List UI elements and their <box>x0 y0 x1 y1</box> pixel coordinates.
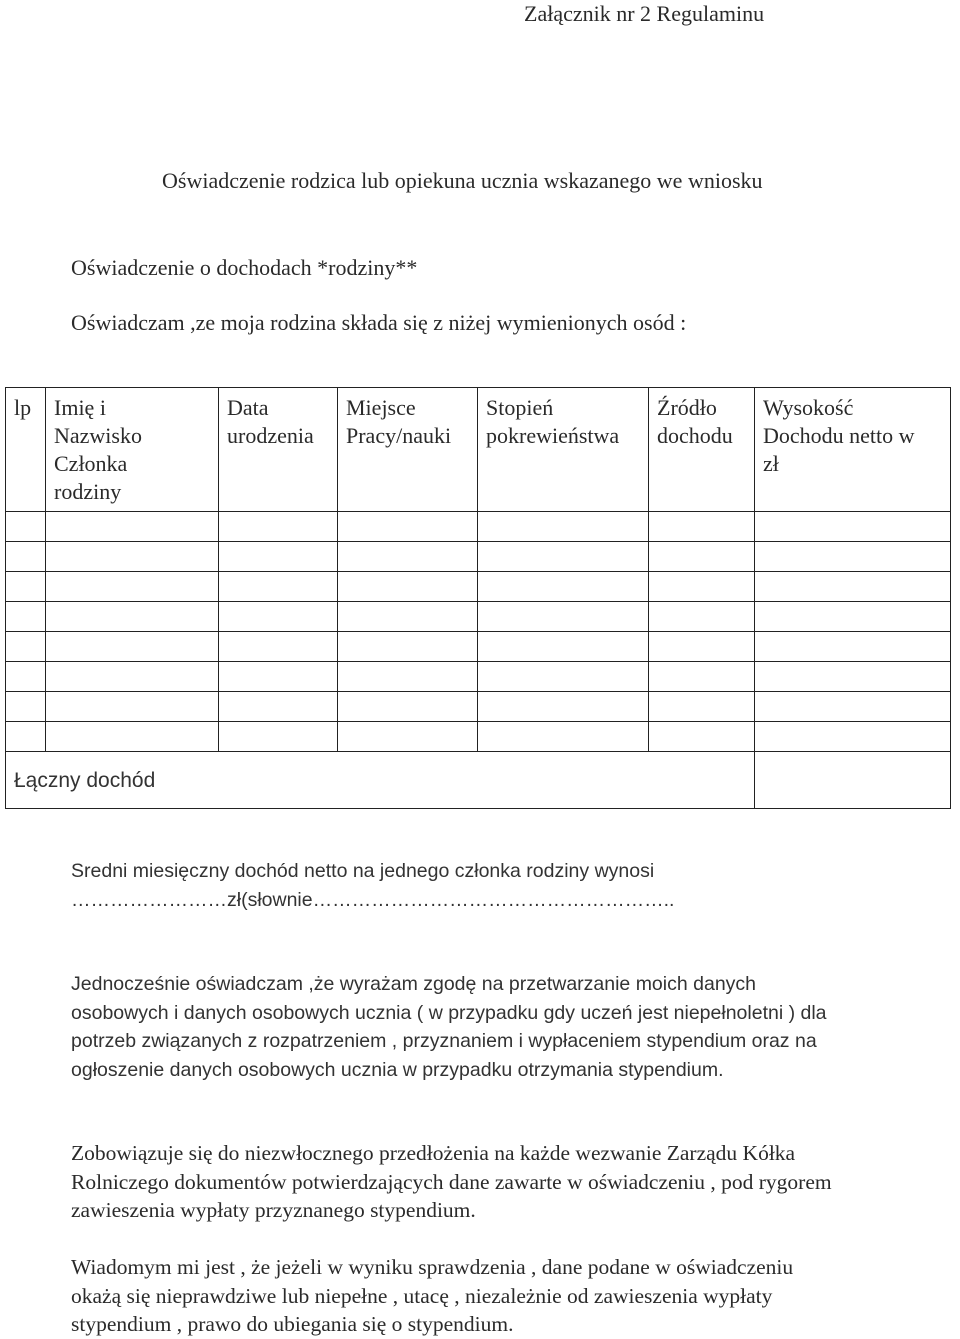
document-title: Oświadczenie rodzica lub opiekuna ucznia wskazanego we wniosku <box>162 168 763 193</box>
table-cell[interactable] <box>649 602 755 632</box>
consent-line: Jednocześnie oświadczam ,że wyrażam zgodę na przetwarzanie moich danych <box>71 973 757 995</box>
obligation-line: zawieszenia wypłaty przyznanego stypendium. <box>71 1198 476 1222</box>
family-statement: Oświadczam ,ze moja rodzina składa się z niżej wymienionych osód : <box>71 310 687 335</box>
table-cell[interactable] <box>478 632 649 662</box>
table-cell[interactable] <box>755 632 951 662</box>
average-income-words-line: ……………………zł(słownie……………………………………………….. <box>71 888 675 911</box>
col-header-lp: lp <box>6 388 46 512</box>
table-cell[interactable] <box>649 512 755 542</box>
table-cell[interactable] <box>46 722 219 752</box>
consent-line: potrzeb związanych z rozpatrzeniem , przyznaniem i wypłaceniem stypendium oraz na <box>71 1030 817 1052</box>
awareness-line: Wiadomym mi jest , że jeżeli w wyniku sprawdzenia , dane podane w oświadczeniu <box>71 1255 794 1279</box>
table-cell[interactable] <box>219 722 338 752</box>
table-row <box>6 692 951 722</box>
table-cell[interactable] <box>755 692 951 722</box>
table-cell[interactable] <box>219 662 338 692</box>
table-cell[interactable] <box>338 722 478 752</box>
table-cell[interactable] <box>478 692 649 722</box>
table-cell[interactable] <box>219 512 338 542</box>
table-cell[interactable] <box>338 572 478 602</box>
col-header-name: Imię i Nazwisko Członka rodziny <box>46 388 219 512</box>
table-cell[interactable] <box>219 632 338 662</box>
table-cell[interactable] <box>46 572 219 602</box>
table-cell[interactable] <box>219 542 338 572</box>
document-header: Załącznik nr 2 Regulaminu <box>524 1 765 26</box>
awareness-line: stypendium , prawo do ubiegania się o stypendium. <box>71 1312 514 1336</box>
table-row <box>6 572 951 602</box>
average-income-line: Sredni miesięczny dochód netto na jednego członka rodziny wynosi <box>71 860 655 882</box>
table-header-row <box>6 388 951 512</box>
table-cell[interactable] <box>649 572 755 602</box>
table-cell[interactable] <box>338 542 478 572</box>
table-cell[interactable] <box>755 722 951 752</box>
table-cell[interactable] <box>46 632 219 662</box>
table-cell[interactable] <box>46 512 219 542</box>
income-statement-heading: Oświadczenie o dochodach *rodziny** <box>71 255 418 280</box>
table-row <box>6 632 951 662</box>
table-cell[interactable] <box>649 662 755 692</box>
table-cell[interactable] <box>649 722 755 752</box>
table-cell[interactable] <box>338 662 478 692</box>
table-cell[interactable] <box>478 542 649 572</box>
total-income-label-cell <box>6 752 755 809</box>
col-header-relationship: Stopień pokrewieństwa <box>478 388 649 512</box>
table-cell[interactable] <box>6 662 46 692</box>
table-cell[interactable] <box>755 572 951 602</box>
total-income-value-cell[interactable] <box>755 752 951 809</box>
obligation-line: Zobowiązuje się do niezwłocznego przedłożenia na każde wezwanie Zarządu Kółka <box>71 1141 796 1165</box>
awareness-line: okażą się nieprawdziwe lub niepełne , utacę , niezależnie od zawieszenia wypłaty <box>71 1283 773 1308</box>
table-cell[interactable] <box>6 722 46 752</box>
table-cell[interactable] <box>478 662 649 692</box>
table-cell[interactable] <box>478 572 649 602</box>
consent-line: ogłoszenie danych osobowych ucznia w przypadku otrzymania stypendium. <box>71 1058 724 1081</box>
col-header-birth-date: Data urodzenia <box>219 388 338 512</box>
table-cell[interactable] <box>219 572 338 602</box>
table-cell[interactable] <box>6 632 46 662</box>
table-row <box>6 602 951 632</box>
obligation-line: Rolniczego dokumentów potwierdzających dane zawarte w oświadczeniu , pod rygorem <box>71 1169 832 1194</box>
consent-paragraph <box>71 970 951 1084</box>
table-cell[interactable] <box>46 602 219 632</box>
table-cell[interactable] <box>649 542 755 572</box>
table-cell[interactable] <box>338 602 478 632</box>
table-cell[interactable] <box>649 632 755 662</box>
col-header-income-amount: Wysokość Dochodu netto w zł <box>755 388 951 512</box>
table-cell[interactable] <box>755 512 951 542</box>
table-cell[interactable] <box>6 512 46 542</box>
table-cell[interactable] <box>6 692 46 722</box>
table-row <box>6 542 951 572</box>
table-cell[interactable] <box>478 602 649 632</box>
table-cell[interactable] <box>649 692 755 722</box>
table-cell[interactable] <box>219 692 338 722</box>
table-cell[interactable] <box>478 722 649 752</box>
table-cell[interactable] <box>6 572 46 602</box>
table-cell[interactable] <box>6 602 46 632</box>
col-header-income-source: Źródło dochodu <box>649 388 755 512</box>
table-row <box>6 722 951 752</box>
table-cell[interactable] <box>755 662 951 692</box>
table-row <box>6 512 951 542</box>
table-cell[interactable] <box>755 542 951 572</box>
table-cell[interactable] <box>46 662 219 692</box>
table-cell[interactable] <box>46 692 219 722</box>
average-income-section <box>71 857 951 914</box>
total-income-row <box>6 752 951 809</box>
consent-line: osobowych i danych osobowych ucznia ( w przypadku gdy uczeń jest niepełnoletni ) dla <box>71 1001 827 1024</box>
obligation-paragraph <box>71 1139 951 1225</box>
table-cell[interactable] <box>338 512 478 542</box>
table-cell[interactable] <box>6 542 46 572</box>
table-cell[interactable] <box>46 542 219 572</box>
total-income-label: Łączny dochód <box>14 768 156 792</box>
table-row <box>6 662 951 692</box>
table-cell[interactable] <box>478 512 649 542</box>
table-cell[interactable] <box>338 632 478 662</box>
awareness-paragraph <box>71 1253 951 1339</box>
table-cell[interactable] <box>755 602 951 632</box>
table-cell[interactable] <box>219 602 338 632</box>
family-members-table <box>5 387 951 809</box>
col-header-workplace: Miejsce Pracy/nauki <box>338 388 478 512</box>
table-cell[interactable] <box>338 692 478 722</box>
